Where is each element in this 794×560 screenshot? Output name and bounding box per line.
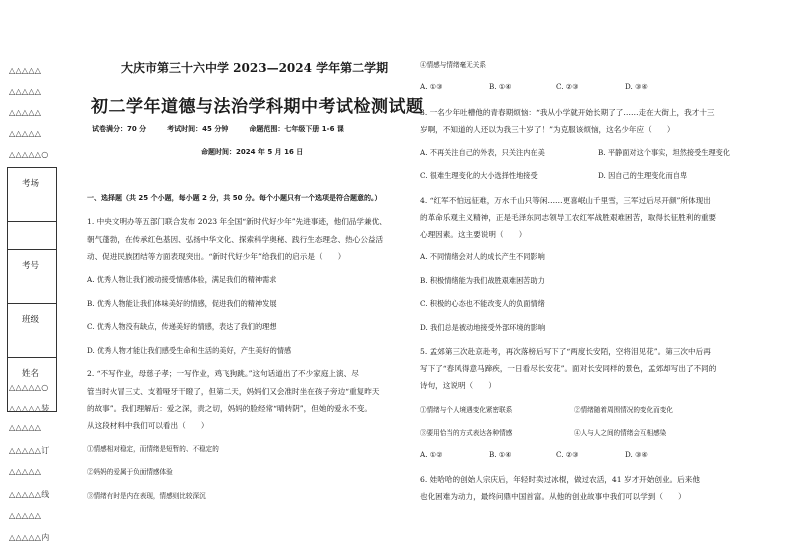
q2-choice-c: C. ②③	[556, 82, 579, 91]
q1-option-b: B. 优秀人物能让我们体味美好的情感，促进我们的精神发展	[87, 299, 277, 308]
q2-choice-a: A. ①③	[420, 82, 443, 91]
q3-option-d: D. 因自己的生理变化而自卑	[598, 171, 688, 180]
exam-room-blank[interactable]	[8, 221, 56, 249]
q3-line: 岁啊，不知道的人还以为我三十岁了！”为克服该烦恼，这名少年应（ ）	[420, 125, 675, 134]
exam-room-field[interactable]	[8, 168, 56, 221]
q1-option-a: A. 优秀人物让我们被动接受情感体验，满足我们的精神需求	[87, 275, 277, 284]
class-field[interactable]	[8, 303, 56, 357]
q5-choice-d: D. ③④	[625, 450, 648, 459]
exam-date: 命题时间：2024 年 5 月 16 日	[201, 148, 304, 156]
section-heading: 一、选择题（共 25 个小题，每小题 2 分，共 50 分。每个小题只有一个选项是符合题意的。）	[87, 194, 382, 202]
q5-statement-2: ②情绪随着周围情况的变化而变化	[574, 406, 673, 414]
q5-line: 5. 孟郊第三次赴京赴考，再次落榜后写下了“两度长安陌，空将泪见花”。第三次中后再	[420, 347, 711, 356]
q3-option-c: C. 很难生理变化的大小选择性地接受	[420, 171, 538, 180]
margin-triangles: △△△△△	[9, 108, 42, 117]
q1-line: 1. 中央文明办等五部门联合发布 2023 年全国“新时代好少年”先进事迹，他们品学兼优、	[87, 217, 387, 226]
q1-line: 朝气蓬勃，在传承红色基因、弘扬中华文化、探索科学奥秘、践行生态理念、热心公益活	[87, 235, 384, 244]
q4-option-c: C. 积极的心态也不能改变人的负面情绪	[420, 299, 545, 308]
exam-number-field[interactable]	[8, 249, 56, 303]
q5-choice-a: A. ①②	[420, 450, 443, 459]
exam-room-label: 考场	[22, 179, 40, 189]
q6-line: 6. 娃哈哈的创始人宗庆后，年轻时卖过冰棍，做过农活，41 岁才开始创业。后来他	[420, 475, 700, 484]
q6-line: 也化困难为动力，最终问鼎中国首富。从他的创业故事中我们可以学到（ ）	[420, 492, 686, 501]
page-title: 初二学年道德与法治学科期中考试检测试题	[91, 97, 424, 117]
q4-option-d: D. 我们总是被动地接受外部环境的影响	[420, 323, 546, 332]
margin-triangles: △△△△△○	[9, 150, 49, 159]
q3-line: 3. 一名少年吐槽他的青春期烦恼：“我从小学就开始长期了了……走在大街上，我才十三	[420, 108, 715, 117]
q2-choice-d: D. ③④	[625, 82, 648, 91]
q1-line: 动、促进民族团结等方面表现突出。“新时代好少年”给我们的启示是（ ）	[87, 252, 346, 261]
exam-meta: 试卷满分：70 分 考试时间：45 分钟 命题范围：七年级下册 1-6 课	[92, 125, 344, 133]
q2-line: 的故事”。我们理解后：爱之深，责之切，妈妈的脸经常“晴转阴”，但她的爱永不变。	[87, 404, 373, 413]
q5-line: 诗句，这说明（ ）	[420, 381, 496, 390]
q4-option-b: B. 积极情绪能为我们战胜艰难困苦助力	[420, 276, 545, 285]
q2-statement-1: ①情感相对稳定，而情绪是短暂的、不稳定的	[87, 445, 219, 453]
class-label: 班级	[22, 315, 40, 325]
binding-line-row: △△△△△订	[9, 446, 50, 455]
q5-statement-1: ①情绪与个人境遇变化紧密联系	[420, 406, 513, 414]
q5-line: 写下了“春风得意马蹄疾，一日看尽长安花”。面对长安同样的景色，孟郊却写出了不同的	[420, 364, 717, 373]
q2-statement-3: ③情绪有时是内在表现，情感则比较深沉	[87, 492, 206, 500]
margin-triangles: △△△△△	[9, 66, 42, 75]
binding-line-row: △△△△△	[9, 467, 42, 476]
q5-statement-3: ③要用恰当的方式表达各种情感	[420, 429, 513, 437]
binding-line-row: △△△△△线	[9, 490, 50, 499]
q3-option-a: A. 不再关注自己的外表，只关注内在美	[420, 148, 545, 157]
q2-line: 从这段材料中我们可以看出（ ）	[87, 421, 209, 430]
q4-option-a: A. 不同情绪会对人的成长产生不同影响	[420, 252, 545, 261]
margin-triangles: △△△△△	[9, 129, 42, 138]
name-label: 姓名	[22, 369, 40, 379]
q2-choice-b: B. ①④	[489, 82, 512, 91]
binding-line-row: △△△△△内	[9, 533, 50, 542]
q4-line: 的革命乐观主义精神，正是毛泽东同志领导工农红军战胜艰难困苦，取得长征胜利的重要	[420, 213, 717, 222]
q2-statement-4: ④情感与情绪毫无关系	[420, 61, 486, 69]
q2-line: 管当时火冒三丈、支着哑牙干瞪了，但第二天，妈妈们又会准时坐在孩子旁边“重复昨天	[87, 387, 380, 396]
binding-line-row: △△△△△	[9, 423, 42, 432]
binding-line-row: △△△△△○	[9, 383, 49, 392]
q1-option-c: C. 优秀人物没有缺点，传递美好的情感，表达了我们的理想	[87, 322, 277, 331]
margin-triangles: △△△△△	[9, 87, 42, 96]
q5-choice-c: C. ②③	[556, 450, 579, 459]
exam-number-label: 考号	[22, 261, 40, 271]
q5-choice-b: B. ①④	[489, 450, 512, 459]
student-info-table	[7, 167, 57, 412]
q5-statement-4: ④人与人之间的情绪会互相感染	[574, 429, 667, 437]
q4-line: 4. “红军不怕远征难，万水千山只等闲……更喜岷山千里雪，三军过后尽开颜”所体现出	[420, 196, 711, 205]
binding-line-row: △△△△△装	[9, 404, 50, 413]
q2-statement-2: ②妈妈的爱属于负面情感体验	[87, 468, 173, 476]
q3-option-b: B. 平静面对这个事实，坦然接受生理变化	[598, 148, 731, 157]
q4-line: 心理因素。这主要说明（ ）	[420, 230, 527, 239]
q1-option-d: D. 优秀人物才能让我们感受生命和生活的美好，产生美好的情感	[87, 346, 292, 355]
binding-line-row: △△△△△	[9, 511, 42, 520]
q2-line: 2. “不写作业，母慈子孝；一写作业，鸡飞狗跳。”这句话道出了不少家庭上演、尽	[87, 369, 359, 378]
school-line: 大庆市第三十六中学 2023—2024 学年第二学期	[121, 61, 389, 75]
